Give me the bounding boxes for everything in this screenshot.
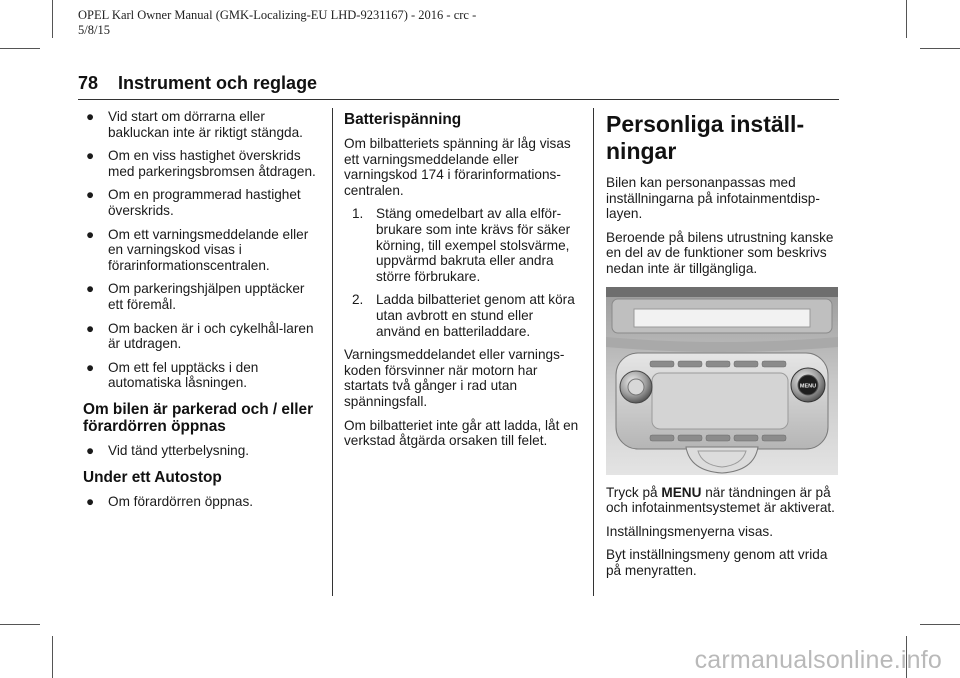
bullet-list: [83, 443, 323, 459]
list-item-text: Om en viss hastighet överskrids med parkeringsbromsen åtdragen.: [108, 148, 316, 179]
paragraph: [606, 485, 838, 516]
step-text: Ladda bilbatteriet genom att köra utan avbrott en stund eller använd en batteriladdare.: [376, 292, 575, 339]
list-item-text: Om ett fel upptäcks i den automatiska låsningen.: [108, 359, 259, 391]
bullet-icon: ●: [86, 359, 95, 375]
step-number: 1.: [352, 206, 364, 222]
numbered-item: [344, 292, 580, 339]
bullet-icon: ●: [86, 226, 95, 242]
crop-mark: [0, 624, 40, 625]
infotainment-panel-photo: [606, 287, 838, 475]
section-heading-autostop: Under ett Autostop: [83, 468, 222, 486]
bullet-icon: ●: [86, 281, 95, 297]
text-run: när tändningen är på och infotainmentsystemet är aktiverat.: [606, 484, 835, 516]
list-item-text: Om parkeringshjälpen upptäcker ett föremål.: [108, 281, 305, 312]
list-item: [83, 360, 323, 391]
list-item: [83, 227, 323, 274]
bullet-icon: ●: [86, 493, 95, 509]
crop-mark: [52, 0, 53, 38]
list-item: [83, 321, 323, 352]
bullet-icon: ●: [86, 320, 95, 336]
step-text: Stäng omedelbart av alla elför-brukare som inte krävs för säker körning, till exempel stolsvärme, uppvärmd bakruta eller andra större förbrukare.: [376, 206, 571, 284]
paragraph: Bilen kan personanpassas med inställningarna på infotainmentdisp-layen.: [606, 175, 820, 222]
numbered-item: [344, 206, 580, 284]
list-item-text: Om backen är i och cykelhål-laren är utdragen.: [108, 320, 314, 352]
section-heading-battery: Batterispänning: [344, 111, 462, 128]
menu-button-reference: MENU: [661, 484, 702, 500]
paragraph: Beroende på bilens utrustning kanske en del av de funktioner som beskrivs nedan inte är tillgängliga.: [606, 229, 834, 276]
column-divider: [593, 108, 594, 596]
step-number: 2.: [352, 292, 364, 308]
page-title: Instrument och reglage: [118, 73, 318, 93]
paragraph: Inställningsmenyerna visas.: [606, 523, 773, 539]
column-left: [83, 109, 323, 517]
bullet-list: [83, 494, 323, 510]
watermark: carmanualsonline.info: [694, 646, 942, 674]
section-heading-parked: Om bilen är parkerad och / eller förardörren öppnas: [83, 400, 314, 435]
paragraph: Byt inställningsmeny genom att vrida på menyratten.: [606, 547, 828, 578]
list-item-text: Om en programmerad hastighet överskrids.: [108, 187, 301, 218]
crop-mark: [0, 48, 40, 49]
bullet-list: [83, 109, 323, 391]
bullet-icon: ●: [86, 148, 95, 164]
list-item-text: Vid tänd ytterbelysning.: [108, 442, 250, 458]
crop-mark: [920, 48, 960, 49]
numbered-list: [344, 206, 580, 339]
list-item-text: Om förardörren öppnas.: [108, 493, 254, 509]
paragraph: Om bilbatteriet inte går att ladda, låt en verkstad åtgärda orsaken till felet.: [344, 417, 579, 449]
header-rule: [78, 99, 839, 100]
column-right: [606, 109, 838, 587]
column-middle: [344, 109, 580, 457]
bullet-icon: ●: [86, 442, 95, 458]
list-item: [83, 494, 323, 510]
list-item: [83, 148, 323, 179]
crop-mark: [920, 624, 960, 625]
list-item-text: Om ett varningsmeddelande eller en varningskod visas i förarinformationscentralen.: [108, 226, 309, 273]
document-meta: OPEL Karl Owner Manual (GMK-Localizing-EU LHD-9231167) - 2016 - crc - 5/8/15: [78, 8, 477, 37]
page-number: 78: [78, 73, 99, 93]
list-item: [83, 187, 323, 218]
text-run: Tryck på: [606, 484, 662, 500]
list-item: [83, 109, 323, 140]
section-heading-personal-settings: Personliga inställ-ningar: [606, 111, 805, 164]
crop-mark: [906, 0, 907, 38]
page-header: [78, 73, 838, 94]
bullet-icon: ●: [86, 187, 95, 203]
list-item: [83, 443, 323, 459]
paragraph: Varningsmeddelandet eller varnings-koden försvinner när motorn har startats två gånger i rad utan spänningsfall.: [344, 347, 565, 409]
column-divider: [332, 108, 333, 596]
crop-mark: [52, 636, 53, 678]
paragraph: Om bilbatteriets spänning är låg visas ett varningsmeddelande eller varningskod 174 i förarinformations-centralen.: [344, 136, 571, 198]
bullet-icon: ●: [86, 109, 95, 124]
list-item: [83, 281, 323, 312]
list-item-text: Vid start om dörrarna eller bakluckan inte är riktigt stängda.: [108, 109, 303, 140]
menu-knob-label: MENU: [799, 383, 817, 390]
